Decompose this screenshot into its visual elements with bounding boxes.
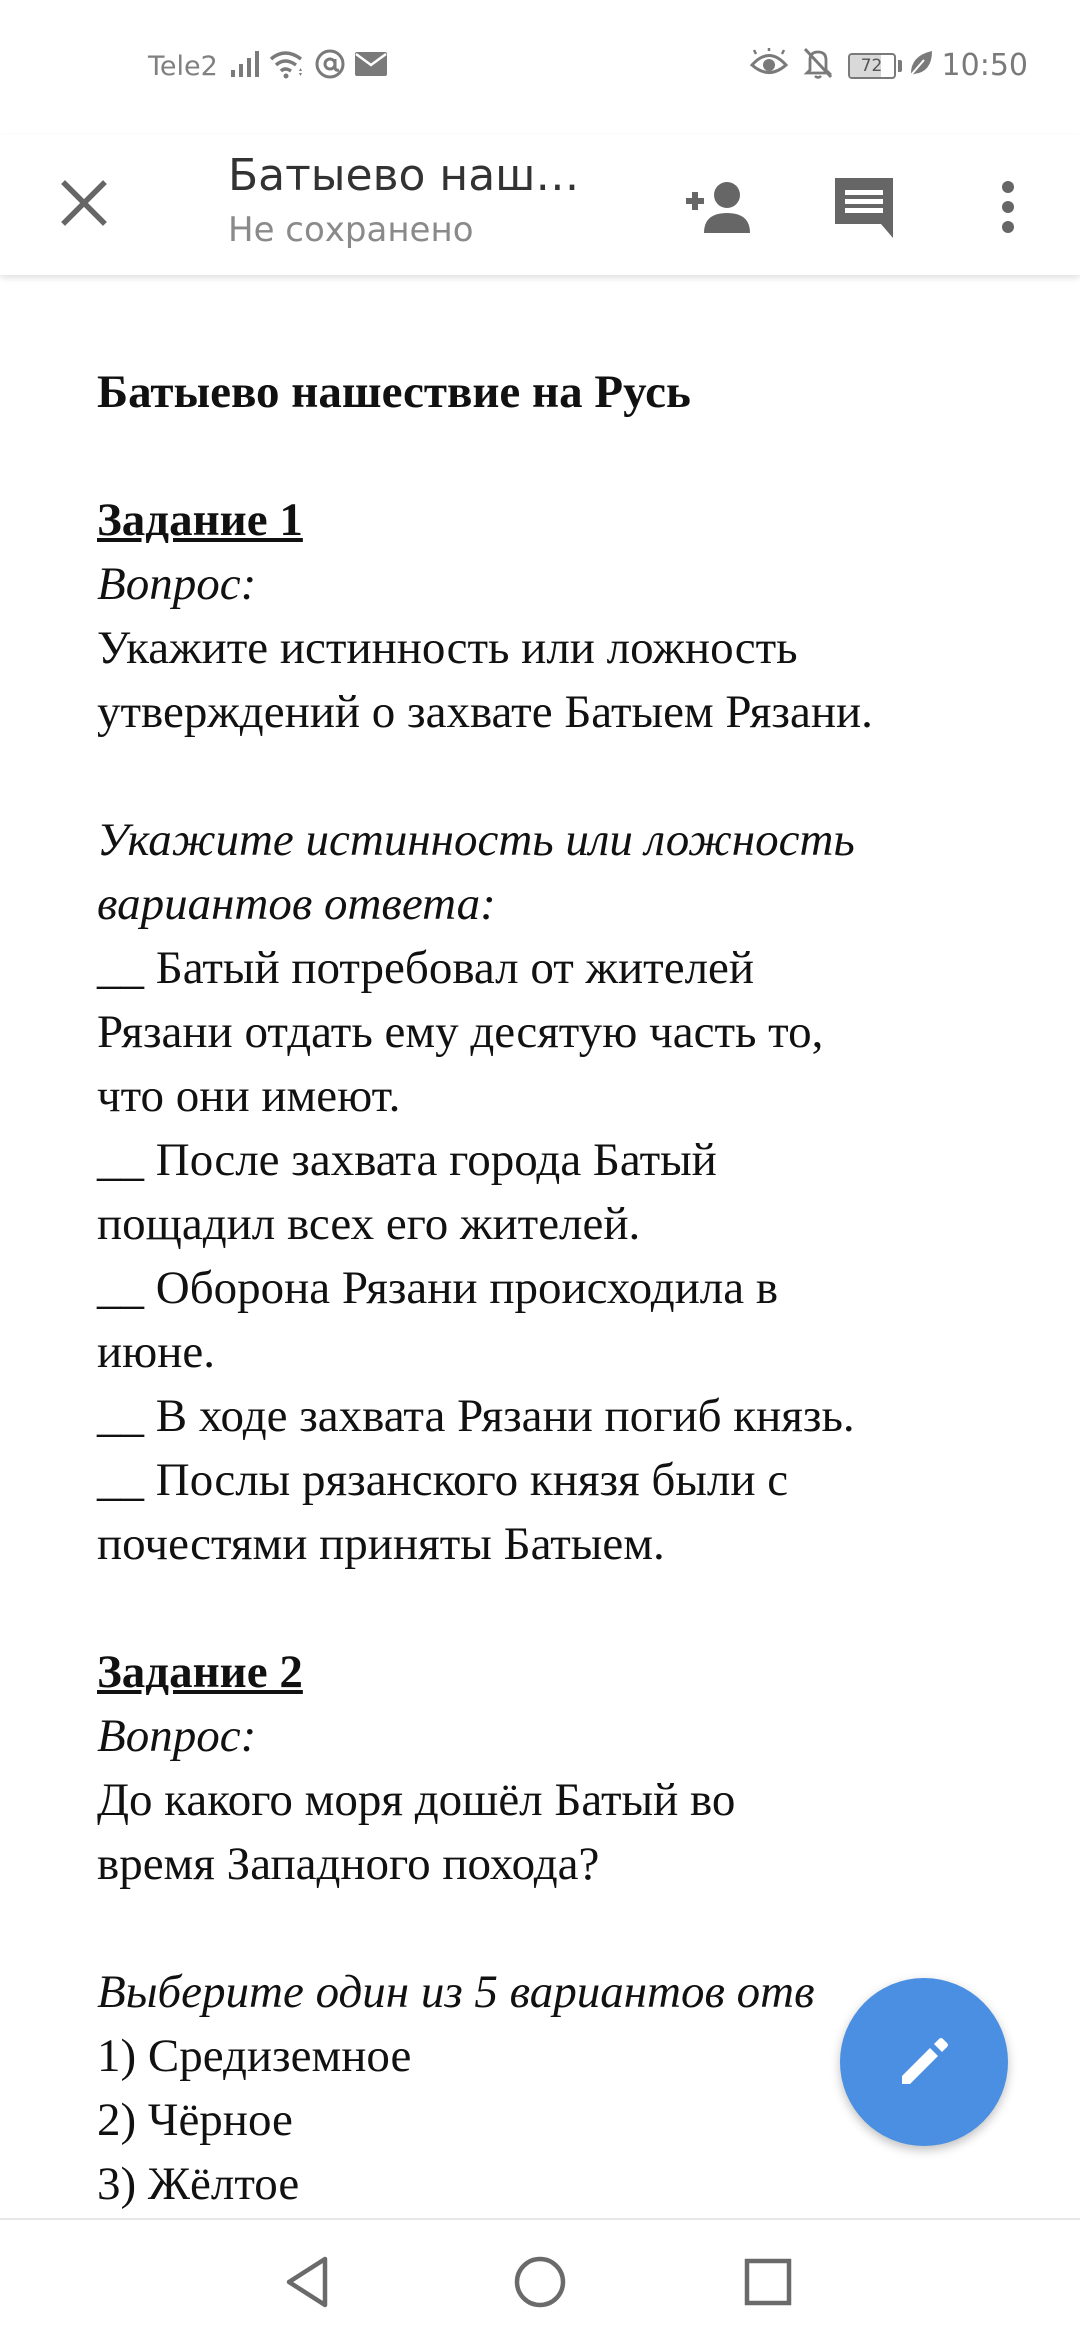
task-2-question-line: До какого моря дошёл Батый во [97, 1774, 736, 1826]
task-2-label: Задание 2 [97, 1646, 303, 1698]
app-bar [0, 135, 1080, 275]
document-title: Батыево наш… [228, 150, 580, 201]
task-2-option: 1) Средиземное [97, 2030, 412, 2082]
task-1-question-line: Укажите истинность или ложность [97, 622, 798, 674]
back-triangle-icon [283, 2255, 333, 2309]
nav-recents-button[interactable] [728, 2242, 808, 2322]
bell-off-icon [802, 46, 834, 85]
leaf-icon [908, 48, 934, 83]
task-1-instruction-line: Укажите истинность или ложность [97, 814, 855, 866]
task-1-statement-line: почестями приняты Батыем. [97, 1518, 665, 1570]
task-1-statement-line: Рязани отдать ему десятую часть то, [97, 1006, 824, 1058]
task-1-statement-line: __ Послы рязанского князя были с [97, 1454, 789, 1506]
task-1-statement-line: __ В ходе захвата Рязани погиб князь. [97, 1390, 855, 1442]
share-button[interactable] [678, 167, 758, 247]
edit-fab-button[interactable] [840, 1978, 1008, 2146]
edit-pencil-icon [894, 2032, 954, 2092]
task-1-label: Задание 1 [97, 494, 303, 546]
status-bar-left [148, 48, 396, 85]
navigation-bar [0, 2218, 1080, 2342]
wifi-icon [268, 49, 306, 84]
close-icon [61, 180, 107, 226]
recents-square-icon [743, 2257, 793, 2307]
task-1-question-label: Вопрос: [97, 558, 257, 610]
task-2-instruction: Выберите один из 5 вариантов отв [97, 1966, 815, 2018]
save-status: Не сохранено [228, 210, 474, 250]
task-1-statement-line: июне. [97, 1326, 216, 1378]
nav-back-button[interactable] [268, 2242, 348, 2322]
status-bar-right [750, 46, 1028, 85]
status-bar [0, 0, 1080, 135]
more-options-button[interactable] [968, 167, 1048, 247]
battery-icon [848, 53, 902, 79]
task-1-statement-line: __ Оборона Рязани происходила в [97, 1262, 779, 1314]
carrier-name: Tele2 [148, 51, 218, 82]
task-2-option: 3) Жёлтое [97, 2158, 300, 2210]
battery-percent: 72 [860, 55, 883, 76]
at-icon [314, 48, 346, 85]
comment-icon [831, 174, 897, 240]
task-1-question-line: утверждений о захвате Батыем Рязани. [97, 686, 873, 738]
mail-icon [354, 51, 388, 82]
close-button[interactable] [48, 167, 120, 239]
document-title-block[interactable] [228, 145, 608, 253]
task-1-statement-line: пощадил всех его жителей. [97, 1198, 641, 1250]
add-person-icon [682, 179, 754, 235]
task-2-option: 2) Чёрное [97, 2094, 293, 2146]
task-1-statement-line: __ После захвата города Батый [97, 1134, 717, 1186]
task-1-statement-line: __ Батый потребовал от жителей [97, 942, 755, 994]
clock: 10:50 [941, 48, 1028, 83]
more-vert-icon [998, 179, 1018, 235]
task-2-question-label: Вопрос: [97, 1710, 257, 1762]
signal-icon [230, 50, 260, 83]
document-heading: Батыево нашествие на Русь [97, 366, 691, 418]
task-1-statement-line: что они имеют. [97, 1070, 401, 1122]
eye-icon [750, 48, 788, 83]
task-2-question-line: время Западного похода? [97, 1838, 600, 1890]
nav-home-button[interactable] [500, 2242, 580, 2322]
comments-button[interactable] [824, 167, 904, 247]
document-body[interactable] [97, 360, 1017, 2216]
home-circle-icon [512, 2254, 568, 2310]
task-1-instruction-line: вариантов ответа: [97, 878, 496, 930]
